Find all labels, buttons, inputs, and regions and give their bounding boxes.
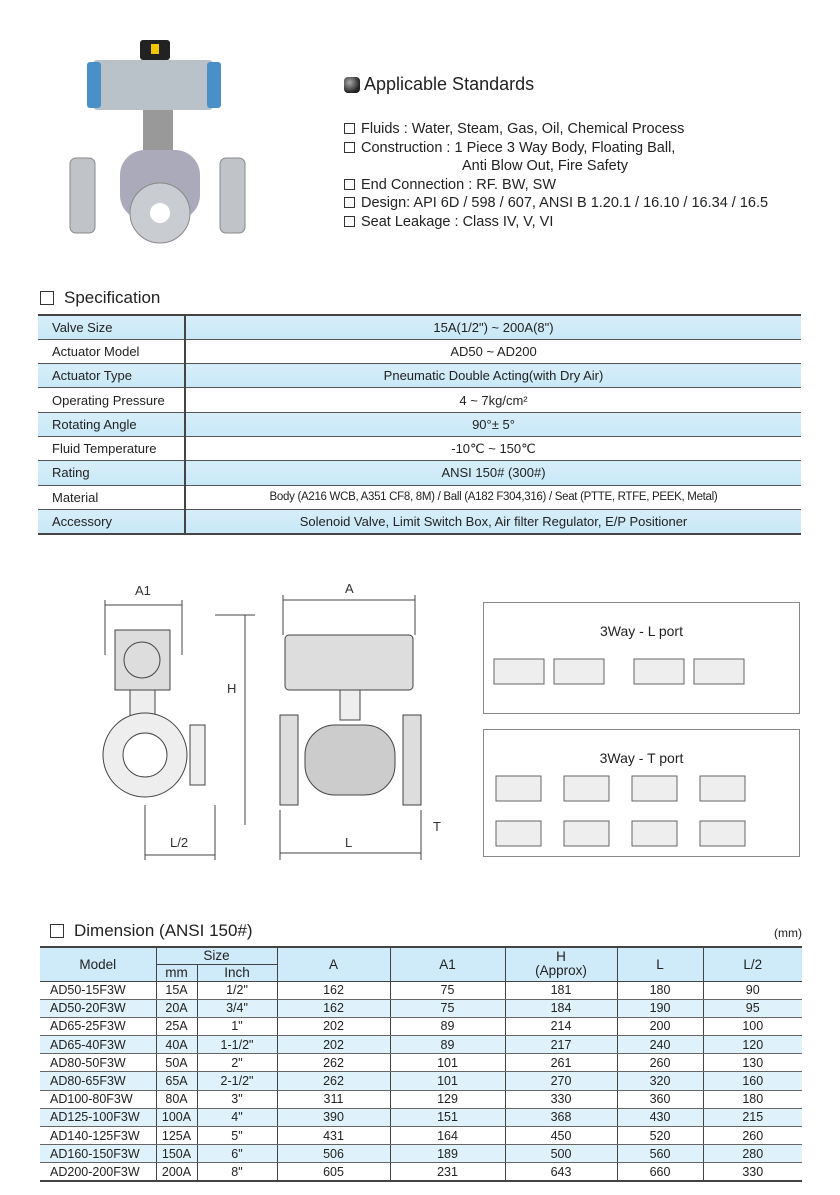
table-cell: 181 — [505, 981, 617, 999]
spec-row — [38, 509, 801, 533]
table-cell: 151 — [390, 1108, 505, 1126]
checkbox-icon — [344, 197, 355, 208]
table-cell: 160 — [703, 1072, 802, 1090]
spec-value: AD50 ~ AD200 — [185, 339, 801, 363]
table-cell: 80A — [156, 1090, 197, 1108]
table-cell: 520 — [617, 1127, 703, 1145]
dimension-title: Dimension (ANSI 150#) — [50, 921, 253, 941]
spec-label: Valve Size — [38, 315, 185, 339]
table-cell: 180 — [703, 1090, 802, 1108]
spec-value: Solenoid Valve, Limit Switch Box, Air filter Regulator, E/P Positioner — [185, 509, 801, 533]
checkbox-icon — [344, 123, 355, 134]
l-port-panel — [483, 602, 800, 714]
table-cell: 101 — [390, 1054, 505, 1072]
standard-item: End Connection : RF. BW, SW — [344, 176, 768, 195]
specification-title: Specification — [40, 288, 160, 308]
checkbox-icon — [40, 291, 54, 305]
spec-row — [38, 436, 801, 460]
label-t: T — [433, 819, 441, 834]
table-cell: AD65-40F3W — [40, 1036, 156, 1054]
table-cell: 605 — [277, 1163, 390, 1181]
table-cell: 270 — [505, 1072, 617, 1090]
table-cell: 89 — [390, 1036, 505, 1054]
spec-row — [38, 461, 801, 485]
table-cell: 184 — [505, 999, 617, 1017]
table-cell: 643 — [505, 1163, 617, 1181]
spec-label: Material — [38, 485, 185, 509]
table-cell: 261 — [505, 1054, 617, 1072]
spec-value: 15A(1/2") ~ 200A(8") — [185, 315, 801, 339]
checkbox-icon — [344, 142, 355, 153]
table-cell: 200 — [617, 1017, 703, 1035]
table-cell: 101 — [390, 1072, 505, 1090]
table-row — [40, 1145, 802, 1163]
table-row — [40, 981, 802, 999]
table-cell: 360 — [617, 1090, 703, 1108]
table-cell: 2" — [197, 1054, 277, 1072]
table-cell: 15A — [156, 981, 197, 999]
header-h: H (Approx) — [505, 947, 617, 981]
spec-value: 90°± 5° — [185, 412, 801, 436]
table-cell: 20A — [156, 999, 197, 1017]
table-cell: 164 — [390, 1127, 505, 1145]
unit-label: (mm) — [774, 926, 802, 940]
table-cell: AD50-20F3W — [40, 999, 156, 1017]
table-row — [40, 1127, 802, 1145]
product-photo — [65, 38, 255, 248]
header-model: Model — [40, 947, 156, 981]
table-cell: AD140-125F3W — [40, 1127, 156, 1145]
table-cell: AD50-15F3W — [40, 981, 156, 999]
table-cell: 100A — [156, 1108, 197, 1126]
table-cell: 320 — [617, 1072, 703, 1090]
table-cell: 431 — [277, 1127, 390, 1145]
spec-label: Operating Pressure — [38, 388, 185, 412]
table-cell: 162 — [277, 981, 390, 999]
table-cell: 217 — [505, 1036, 617, 1054]
label-a: A — [345, 581, 354, 596]
table-row — [40, 1017, 802, 1035]
label-l: L — [345, 835, 353, 850]
table-cell: AD80-50F3W — [40, 1054, 156, 1072]
spec-row — [38, 388, 801, 412]
table-row — [40, 1036, 802, 1054]
table-cell: 215 — [703, 1108, 802, 1126]
l-port-title: 3Way - L port — [600, 623, 683, 639]
table-cell: 280 — [703, 1145, 802, 1163]
table-cell: 100 — [703, 1017, 802, 1035]
standard-item: Construction : 1 Piece 3 Way Body, Floating Ball, — [344, 139, 768, 158]
table-cell: 2-1/2" — [197, 1072, 277, 1090]
spec-value: 4 ~ 7kg/cm² — [185, 388, 801, 412]
table-cell: AD100-80F3W — [40, 1090, 156, 1108]
table-cell: 430 — [617, 1108, 703, 1126]
table-cell: AD160-150F3W — [40, 1145, 156, 1163]
table-cell: 3/4" — [197, 999, 277, 1017]
table-cell: 25A — [156, 1017, 197, 1035]
spec-row — [38, 339, 801, 363]
spec-label: Actuator Type — [38, 364, 185, 388]
spec-value: Pneumatic Double Acting(with Dry Air) — [185, 364, 801, 388]
t-port-diagrams — [484, 766, 799, 856]
standards-title-text: Applicable Standards — [364, 74, 535, 94]
bullet-icon — [344, 77, 360, 93]
table-cell: 180 — [617, 981, 703, 999]
table-row — [40, 1108, 802, 1126]
table-cell: 311 — [277, 1090, 390, 1108]
specification-table — [38, 314, 801, 535]
spec-row — [38, 315, 801, 339]
table-cell: 1-1/2" — [197, 1036, 277, 1054]
table-cell: AD65-25F3W — [40, 1017, 156, 1035]
table-cell: 262 — [277, 1054, 390, 1072]
table-cell: 368 — [505, 1108, 617, 1126]
table-cell: AD80-65F3W — [40, 1072, 156, 1090]
table-cell: 75 — [390, 999, 505, 1017]
table-cell: 390 — [277, 1108, 390, 1126]
table-cell: 450 — [505, 1127, 617, 1145]
table-cell: 90 — [703, 981, 802, 999]
table-cell: 5" — [197, 1127, 277, 1145]
table-cell: 3" — [197, 1090, 277, 1108]
table-cell: 1" — [197, 1017, 277, 1035]
header-mm: mm — [156, 964, 197, 981]
table-row — [40, 1072, 802, 1090]
table-cell: 240 — [617, 1036, 703, 1054]
table-cell: 8" — [197, 1163, 277, 1181]
spec-value: Body (A216 WCB, A351 CF8, 8M) / Ball (A182 F304,316) / Seat (PTTE, RTFE, PEEK, Metal) — [185, 485, 801, 509]
table-cell: 125A — [156, 1127, 197, 1145]
table-cell: 262 — [277, 1072, 390, 1090]
table-cell: 4" — [197, 1108, 277, 1126]
table-row — [40, 999, 802, 1017]
dimension-table — [40, 946, 802, 1182]
checkbox-icon — [344, 216, 355, 227]
table-cell: 506 — [277, 1145, 390, 1163]
standard-item: Seat Leakage : Class IV, V, VI — [344, 213, 768, 232]
standard-item: Fluids : Water, Steam, Gas, Oil, Chemical Process — [344, 120, 768, 139]
table-row — [40, 1090, 802, 1108]
t-port-title: 3Way - T port — [599, 750, 684, 766]
spec-label: Fluid Temperature — [38, 436, 185, 460]
header-l: L — [617, 947, 703, 981]
table-cell: AD200-200F3W — [40, 1163, 156, 1181]
table-cell: 560 — [617, 1145, 703, 1163]
spec-value: ANSI 150# (300#) — [185, 461, 801, 485]
spec-label: Actuator Model — [38, 339, 185, 363]
table-cell: 95 — [703, 999, 802, 1017]
spec-row — [38, 412, 801, 436]
spec-row — [38, 485, 801, 509]
table-cell: 1/2" — [197, 981, 277, 999]
table-cell: 189 — [390, 1145, 505, 1163]
spec-row — [38, 364, 801, 388]
table-cell: 330 — [505, 1090, 617, 1108]
table-cell: 190 — [617, 999, 703, 1017]
spec-label: Rotating Angle — [38, 412, 185, 436]
table-cell: 65A — [156, 1072, 197, 1090]
dimension-drawing — [95, 575, 455, 865]
label-h: H — [227, 681, 237, 696]
table-cell: 129 — [390, 1090, 505, 1108]
checkbox-icon — [50, 924, 64, 938]
table-cell: 89 — [390, 1017, 505, 1035]
t-port-panel — [483, 729, 800, 857]
standard-item: Anti Blow Out, Fire Safety — [462, 158, 629, 174]
table-cell: 75 — [390, 981, 505, 999]
table-cell: 162 — [277, 999, 390, 1017]
standards-list — [344, 120, 768, 231]
table-cell: 40A — [156, 1036, 197, 1054]
table-cell: AD125-100F3W — [40, 1108, 156, 1126]
table-cell: 214 — [505, 1017, 617, 1035]
checkbox-icon — [344, 179, 355, 190]
table-cell: 120 — [703, 1036, 802, 1054]
table-cell: 130 — [703, 1054, 802, 1072]
table-cell: 50A — [156, 1054, 197, 1072]
table-cell: 260 — [617, 1054, 703, 1072]
standard-item: Design: API 6D / 598 / 607, ANSI B 1.20.1 / 16.10 / 16.34 / 16.5 — [344, 194, 768, 213]
table-cell: 330 — [703, 1163, 802, 1181]
table-cell: 260 — [703, 1127, 802, 1145]
header-l2: L/2 — [703, 947, 802, 981]
table-cell: 660 — [617, 1163, 703, 1181]
table-cell: 202 — [277, 1036, 390, 1054]
table-cell: 6" — [197, 1145, 277, 1163]
spec-label: Accessory — [38, 509, 185, 533]
spec-label: Rating — [38, 461, 185, 485]
standards-title — [344, 74, 534, 95]
label-a1: A1 — [135, 583, 151, 598]
spec-value: -10℃ ~ 150℃ — [185, 436, 801, 460]
header-inch: Inch — [197, 964, 277, 981]
table-cell: 500 — [505, 1145, 617, 1163]
table-cell: 202 — [277, 1017, 390, 1035]
l-port-diagrams — [484, 639, 799, 699]
header-a: A — [277, 947, 390, 981]
table-cell: 200A — [156, 1163, 197, 1181]
header-a1: A1 — [390, 947, 505, 981]
table-cell: 231 — [390, 1163, 505, 1181]
table-row — [40, 1163, 802, 1181]
table-row — [40, 1054, 802, 1072]
label-l2: L/2 — [170, 835, 189, 850]
header-size: Size — [156, 947, 277, 964]
table-cell: 150A — [156, 1145, 197, 1163]
